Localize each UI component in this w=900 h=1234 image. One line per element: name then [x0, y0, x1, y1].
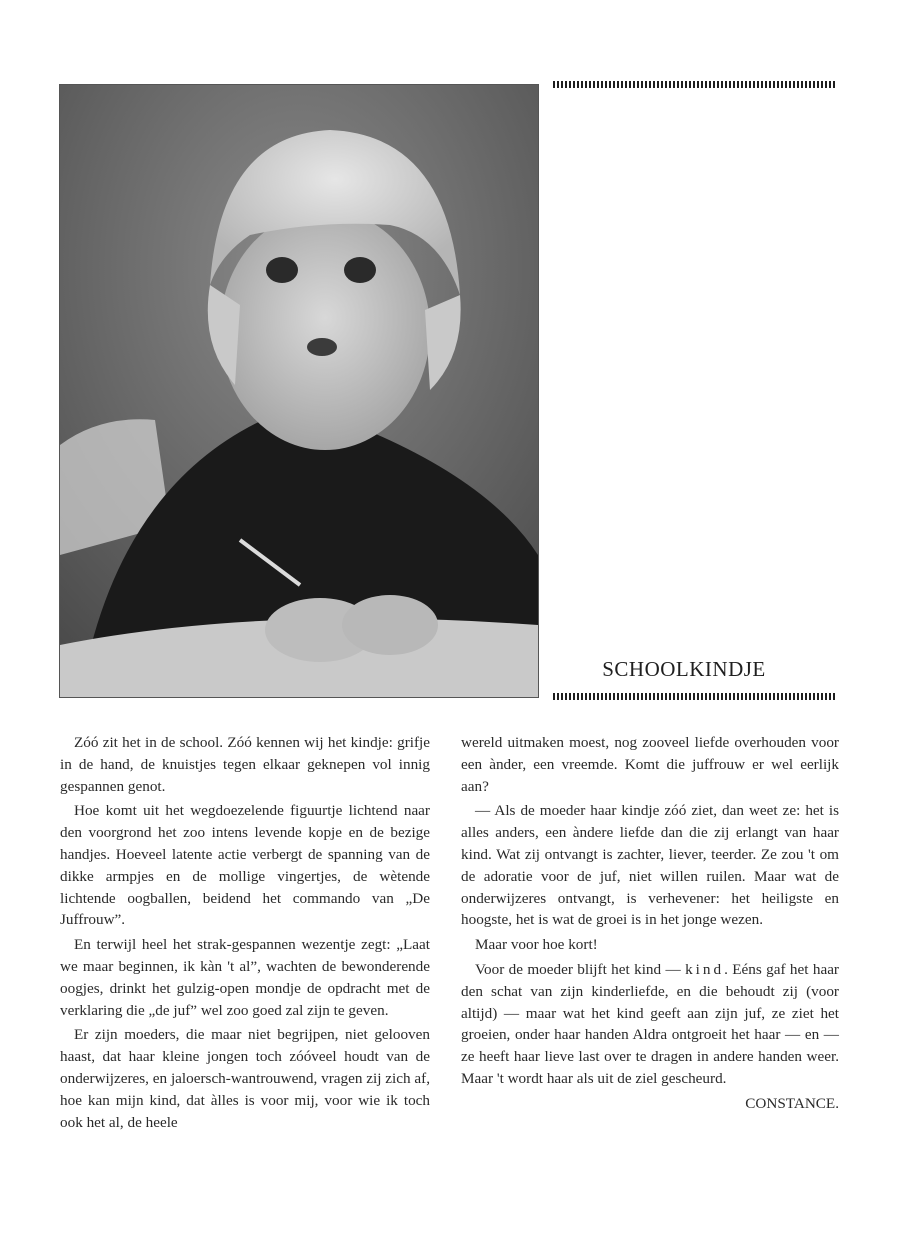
article-left-column	[60, 732, 430, 1133]
paragraph	[461, 959, 839, 1090]
paragraph: — Als de moeder haar kindje zóó ziet, dan weet ze: het is alles anders, een àndere liefde dan die zij erlangt van haar kind. Wat zij ontvangt is zachter, liever, teerder. Ze zou 't om de adoratie voor de juf, niet willen ruilen. Maar wat de onderwijzeres ontvangt, is verhevener: het heiligste en hoogste, het is wat de groei is in het jonge wezen.	[461, 802, 839, 929]
paragraph-text: Voor de moeder blijft het kind —	[475, 960, 686, 978]
author-signature: CONSTANCE.	[745, 1094, 839, 1112]
paragraph-text: . Eéns gaf het haar den schat van zijn kinderliefde, en die behoudt zij (voor altijd) — maar wat het kind geeft aan zijn juf, ze ziet het groeien, onder haar handen Aldra ontgroeit het haar — en — ze heeft haar lieve last over te dragen in andere handen weer. Maar 't wordt haar als uit de ziel gescheurd.	[461, 960, 839, 1087]
decorative-rule-bottom	[553, 693, 837, 700]
paragraph: Zóó zit het in de school. Zóó kennen wij het kindje: grifje in de hand, de knuistjes tegen elkaar geknepen vol innig gespannen genot.	[60, 734, 430, 795]
paragraph: Er zijn moeders, die maar niet begrijpen, niet gelooven haast, dat haar kleine jongen toch zóóveel houdt van de onderwijzeres, en jaloersch-wantrouwend, vragen zij zich af, hoe kan mijn kind, dat àlles is voor mij, voor wie ik toch ook het al, de heele	[60, 1026, 430, 1131]
article-title: SCHOOLKINDJE	[602, 657, 766, 681]
paragraph: Hoe komt uit het wegdoezelende figuurtje lichtend naar den voorgrond het zoo intens levende kopje en de bezige handjes. Hoeveel latente actie verbergt de spanning van de dikke armpjes en de mollige vingertjes, de wètende lichtende oogballen, beidend het commando van „De Juffrouw”.	[60, 802, 430, 929]
article-right-column	[461, 732, 839, 1115]
paragraph: En terwijl heel het strak-gespannen wezentje zegt: „Laat we maar beginnen, ik kàn 't al”, wachten de bewonderende oogjes, drinkt het gulzig-open mondje de opdracht met de verklaring die „de juf” wel zoo goed zal zijn te geven.	[60, 936, 430, 1019]
decorative-rule-top	[553, 81, 837, 88]
photo-illustration	[60, 85, 538, 697]
child-portrait-photo	[59, 84, 539, 698]
paragraph: Maar voor hoe kort!	[475, 936, 598, 954]
emphasis-spaced-word: kind	[685, 960, 725, 978]
paragraph-continued: wereld uitmaken moest, nog zooveel liefde overhouden voor een ànder, een vreemde. Komt die juffrouw er wel eerlijk aan?	[461, 734, 839, 795]
